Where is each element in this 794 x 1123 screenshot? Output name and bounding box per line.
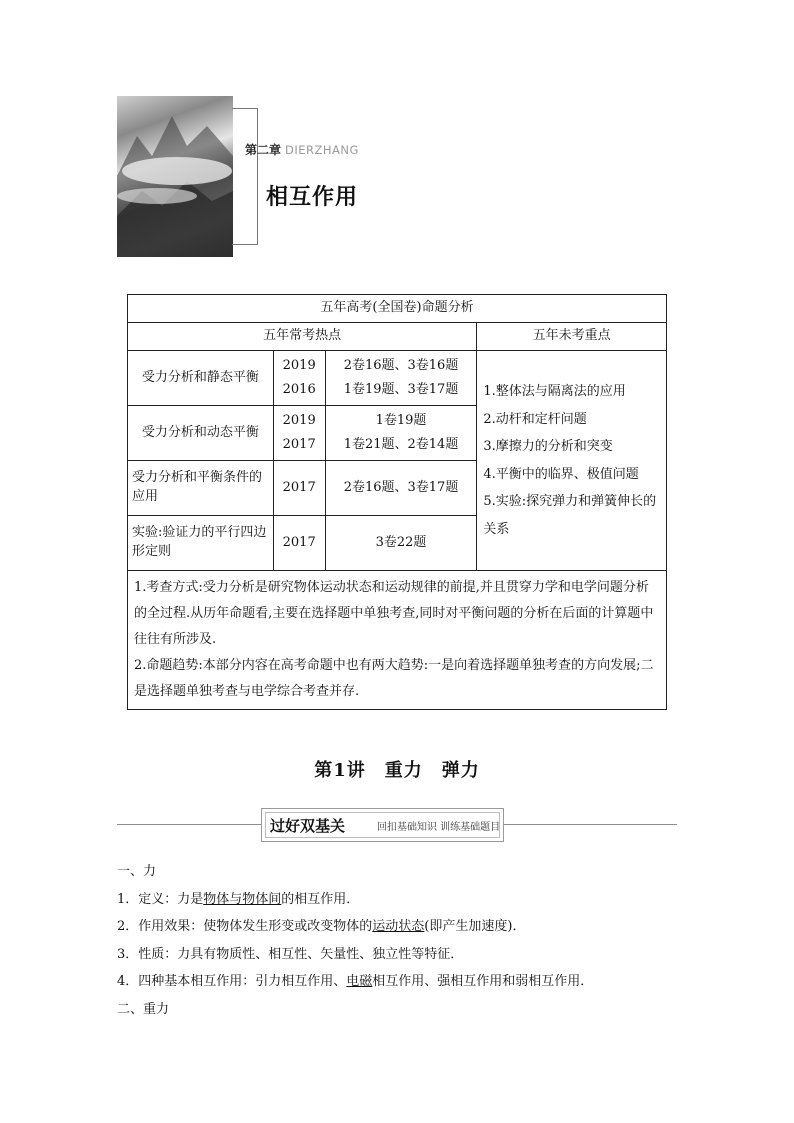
future-point: 1.整体法与隔离法的应用 (483, 384, 626, 399)
item-text: (即产生加速度)． (424, 919, 526, 934)
banner-title: 过好双基关 (270, 817, 346, 835)
question-ref: 1卷21题、2卷14题 (343, 437, 459, 452)
future-point: 2.动杆和定杆问题 (483, 411, 587, 427)
note-paragraph: 2.命题趋势:本部分内容在高考命题中也有两大趋势:一是向着选择题单独考查的方向发展;二是选择题单独考查与电学综合考查并存. (134, 658, 654, 699)
notes-cell (128, 571, 667, 710)
underlined-term: 物体与物体间 (203, 891, 282, 907)
header-hot-topics: 五年常考热点 (128, 323, 477, 351)
lesson-body (117, 858, 677, 1023)
table-row (128, 351, 667, 406)
lesson-title: 第1讲 重力 弹力 (314, 760, 480, 781)
years-cell: 2017 (273, 516, 325, 571)
underlined-term: 电磁 (346, 974, 373, 989)
chapter-number: 第二章 (245, 143, 282, 157)
topic-cell: 受力分析和动态平衡 (128, 406, 274, 461)
question-ref: 1卷19题 (375, 413, 427, 428)
chapter-pinyin: DIERZHANG (285, 143, 359, 157)
question-ref: 1卷19题、3卷17题 (343, 382, 459, 397)
years-cell (273, 406, 325, 461)
year: 2019 (282, 358, 316, 373)
questions-cell: 2卷16题、3卷17题 (325, 461, 477, 516)
note-paragraph: 1.考查方式:受力分析是研究物体运动状态和运动规律的前提,并且贯穿力学和电学问题分析的全过程.从历年命题看,主要在选择题中单独考查,同时对平衡问题的分析在后面的计算题中往往有所涉及. (134, 580, 654, 647)
item-text: 2．作用效果：使物体发生形变或改变物体的 (117, 919, 373, 934)
list-item (117, 968, 677, 996)
topic-cell: 受力分析和平衡条件的应用 (128, 461, 274, 516)
year: 2019 (282, 413, 316, 428)
chapter-frame (232, 108, 258, 245)
chapter-title: 相互作用 (266, 185, 359, 210)
list-item (117, 913, 677, 941)
section-heading: 一、力 (117, 864, 157, 879)
question-ref: 2卷16题、3卷16题 (343, 358, 459, 373)
header-future-topics: 五年未考重点 (477, 323, 667, 351)
item-text: 4．四种基本相互作用：引力相互作用、 (117, 974, 347, 989)
item-text: 相互作用、强相互作用和弱相互作用． (372, 974, 594, 989)
section-heading: 二、重力 (117, 1001, 170, 1017)
table-title: 五年高考(全国卷)命题分析 (128, 295, 667, 323)
chapter-label (245, 141, 359, 158)
exam-analysis-table (127, 294, 667, 710)
future-point: 3.摩擦力的分析和突变 (483, 439, 613, 454)
year: 2016 (282, 382, 316, 397)
questions-cell: 3卷22题 (325, 516, 477, 571)
underlined-term: 运动状态 (372, 919, 425, 934)
questions-cell (325, 351, 477, 406)
topic-cell: 实验:验证力的平行四边形定则 (128, 516, 274, 571)
future-points-cell (477, 351, 667, 571)
years-cell (273, 351, 325, 406)
chapter-landscape-image (117, 96, 233, 257)
item-text: 1．定义：力是 (117, 891, 204, 907)
future-point: 4.平衡中的临界、极值问题 (483, 466, 639, 482)
year: 2017 (282, 437, 316, 452)
banner-subtitle: 回扣基础知识 训练基础题目 (377, 822, 501, 833)
list-item: 3．性质：力具有物质性、相互性、矢量性、独立性等特征． (117, 946, 464, 962)
questions-cell (325, 406, 477, 461)
list-item (117, 886, 677, 914)
future-point: 5.实验:探究弹力和弹簧伸长的关系 (483, 494, 657, 537)
years-cell: 2017 (273, 461, 325, 516)
topic-cell: 受力分析和静态平衡 (128, 351, 274, 406)
item-text: 的相互作用． (281, 891, 360, 907)
